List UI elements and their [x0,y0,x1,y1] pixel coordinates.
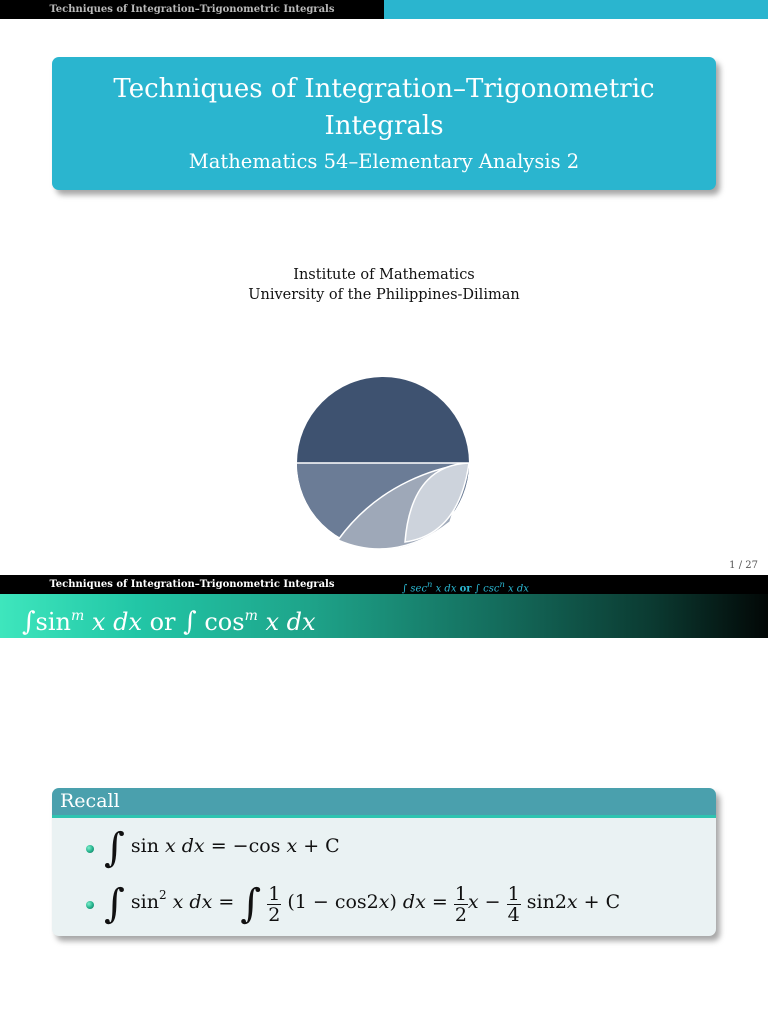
page-number: 1 / 27 [729,560,758,571]
fraction-half [267,884,281,925]
frame-title-or: or [149,608,176,636]
presentation-title [52,71,716,145]
recall-block-title [52,788,716,815]
slide1-header-bar [384,0,768,19]
formula2-sin: sin [130,891,159,913]
fraction-denominator: 2 [454,903,467,926]
presentation-subtitle: Mathematics 54–Elementary Analysis 2 [188,150,580,173]
frame-title-cos: cos [196,608,245,636]
section-or: or [459,583,472,595]
bullet-icon [86,845,94,853]
formula2-paren: (1 − cos2 [287,891,379,913]
recall-block-label: Recall [60,790,120,812]
integral-sign: ∫ [104,881,125,927]
fraction-a [454,884,468,925]
formula2-xdx: x dx [166,891,213,913]
frame-title-exp-1: m [71,608,85,624]
slide2-header-title: Techniques of Integration–Trigonometric Integrals [0,575,384,594]
slide1-header-title: Techniques of Integration–Trigonometric Integrals [0,0,384,19]
formula2-equals: = [212,891,241,913]
title-box [52,57,716,190]
frame-title-exp-2: m [244,608,258,624]
block-separator [52,815,716,818]
section-sup-2: n [499,579,505,589]
formula1-xdx: x dx [158,835,205,857]
integral-sign-2: ∫ [183,607,197,637]
fraction-b [507,884,521,925]
integral-sign-2: ∫ [240,881,262,927]
frame-title-xdx-1: x dx [84,608,150,636]
institute-name: Institute of Mathematics [293,267,475,283]
formula2-close: ) [389,891,403,913]
section-text-1: ∫ sec [402,583,428,595]
formula1-rhs: = −cos [204,835,281,857]
section-sup-1: n [427,579,433,589]
formula2-dx: dx [402,891,426,913]
frame-title-sin: sin [35,608,71,636]
formula1-sin: sin [130,835,159,857]
slide2-header-section[interactable] [384,575,768,594]
institute-logo [290,372,476,558]
formula2-x-3: x [566,891,578,913]
formula2-x: x [378,891,390,913]
recall-block [52,788,716,936]
section-text-3: ∫ csc [471,583,500,595]
formula2-sin2: sin2 [526,891,567,913]
formula-2 [104,881,621,933]
formula2-constant: + C [577,891,621,913]
formula1-x: x [286,835,298,857]
section-text-4: x dx [504,583,529,595]
formula2-x-term: x [467,891,479,913]
fraction-denominator: 4 [507,903,520,926]
fraction-numerator: 1 [507,882,520,905]
formula2-equals-2: = [425,891,454,913]
fraction-numerator: 1 [454,882,467,905]
formula-1 [104,825,340,871]
integral-sign: ∫ [22,607,36,637]
frame-title [22,600,316,638]
university-name: University of the Philippines-Diliman [248,287,520,303]
formula1-constant: + C [297,835,340,857]
fraction-denominator: 2 [268,903,281,926]
integral-sign: ∫ [104,825,125,871]
formula2-minus: − [478,891,507,913]
formula2-exponent: 2 [158,888,167,902]
frame-title-xdx-2: x dx [257,608,316,636]
title-line-2: Integrals [324,111,444,141]
fraction-numerator: 1 [268,882,281,905]
bullet-icon [86,901,94,909]
section-text-2: x dx [432,583,460,595]
title-line-1: Techniques of Integration–Trigonometric [113,74,655,104]
